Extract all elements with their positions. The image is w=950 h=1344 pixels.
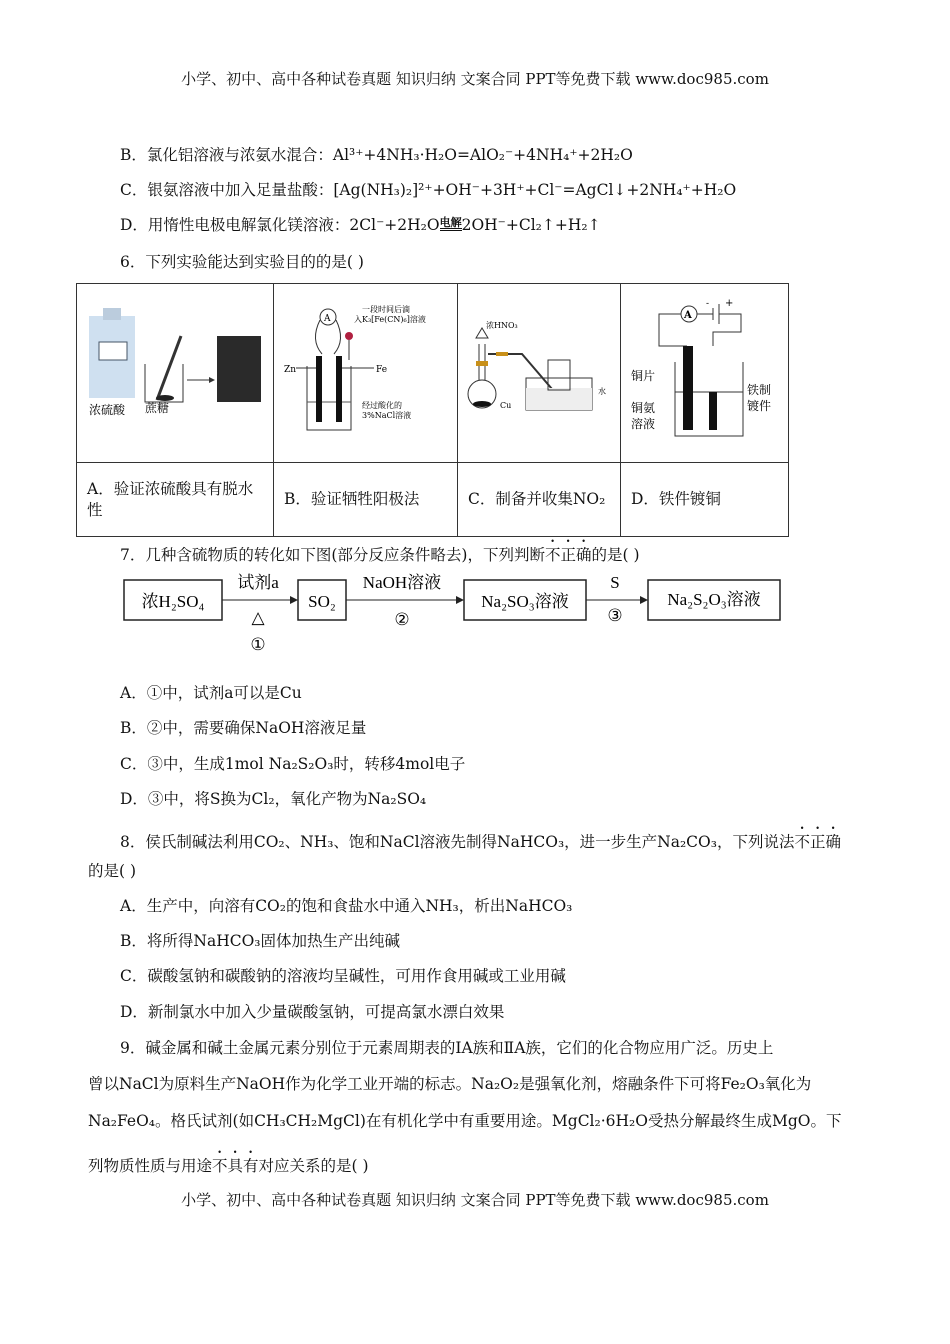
nacl-label2: 3%NaCl溶液 <box>362 411 412 420</box>
plus-label: + <box>725 298 734 309</box>
q8-option-b: B．将所得NaHCO₃固体加热生产出纯碱 <box>120 932 400 950</box>
q7-option-c: C．③中，生成1mol Na₂S₂O₃时，转移4mol电子 <box>120 755 466 773</box>
zn-label: Zn <box>284 365 297 375</box>
q8-option-c: C．碳酸氢钠和碳酸钠的溶液均呈碱性，可用作食用碱或工业用碱 <box>120 967 566 985</box>
q7-stem-text: 7．几种含硫物质的转化如下图(部分反应条件略去)，下列判断 <box>120 546 545 564</box>
arrow-2-reagent: NaOH溶液 <box>362 573 442 592</box>
exp-a-image <box>77 284 274 463</box>
exp-c-caption: C．制备并收集NO₂ <box>458 463 621 537</box>
q9-stem-end: 对应关系的是( ) <box>258 1157 369 1175</box>
copper-plating-diagram <box>621 284 788 458</box>
exp-a-caption: A．验证浓硫酸具有脱水性 <box>77 463 274 537</box>
arrow-1-number: ① <box>250 635 266 654</box>
q5-option-c: C．银氨溶液中加入足量盐酸：[Ag(NH₃)₂]²⁺+OH⁻+3H⁺+Cl⁻=AgCl↓+2NH₄⁺+H₂O <box>120 181 737 199</box>
q7-option-d: D．③中，将S换为Cl₂，氧化产物为Na₂SO₄ <box>120 790 427 808</box>
cu-ammonia-label2: 溶液 <box>631 417 656 431</box>
ammeter-label: A <box>324 314 331 324</box>
nacl-label1: 经过酸化的 <box>362 401 402 410</box>
flow-arrow-1 <box>222 573 298 654</box>
page-header: 小学、初中、高中各种试卷真题 知识归纳 文案合同 PPT等免费下载 www.doc985.com <box>181 70 769 88</box>
arrow-2-number: ② <box>394 610 410 629</box>
flow-box-2-label: SO₂ <box>308 592 336 611</box>
q7-stem <box>120 537 640 565</box>
arrow-1-reagent: 试剂a <box>237 573 279 592</box>
exp-d-image <box>621 284 789 463</box>
label-conc-sulfuric: 浓硫酸 <box>89 403 126 417</box>
sugar-dehydration-diagram <box>77 284 273 458</box>
no2-preparation-diagram <box>458 284 620 458</box>
exp-d-caption: D．铁件镀铜 <box>621 463 789 537</box>
q9-line1: 9．碱金属和碱土金属元素分别位于元素周期表的ⅠA族和ⅡA族，它们的化合物应用广泛。历史上 <box>120 1039 774 1057</box>
q5-option-d <box>120 215 601 235</box>
water-label: 水 <box>598 387 606 396</box>
cu-label: Cu <box>500 401 512 410</box>
q5-d-right: 2OH⁻+Cl₂↑+H₂↑ <box>461 216 601 234</box>
minus-label: - <box>706 299 710 309</box>
exp-b-image <box>274 284 458 463</box>
sacrificial-anode-diagram <box>274 284 457 458</box>
q6-experiment-table <box>76 283 789 537</box>
q8-option-d: D．新制氯水中加入少量碳酸氢钠，可提高氯水漂白效果 <box>120 1003 505 1021</box>
flow-box-3-label: Na₂SO₃溶液 <box>481 592 569 611</box>
q9-line2: 曾以NaCl为原料生产NaOH作为化学工业开端的标志。Na₂O₂是强氧化剂，熔融条件下可将Fe₂O₃氧化为 <box>88 1075 812 1093</box>
sulfur-conversion-flowchart <box>120 568 790 658</box>
flow-arrow-2 <box>346 573 464 629</box>
exp-b-caption: B．验证牺牲阳极法 <box>274 463 458 537</box>
q8-emphasis: 不正确 <box>794 833 841 851</box>
copper-sheet-label: 铜片 <box>631 369 656 383</box>
q8-stem-line2: 的是( ) <box>88 862 137 880</box>
q9-stem-text: 列物质性质与用途 <box>88 1157 213 1175</box>
exp-c-image <box>458 284 621 463</box>
q7-option-b: B．②中，需要确保NaOH溶液足量 <box>120 719 367 737</box>
q8-stem-line1 <box>120 824 841 852</box>
q9-line3: Na₂FeO₄。格氏试剂(如CH₃CH₂MgCl)在有机化学中有重要用途。MgCl₂·6H₂O受热分解最终生成MgO。下 <box>88 1112 842 1130</box>
hno3-label: 浓HNO₃ <box>486 321 518 330</box>
q7-emphasis: 不正确 <box>544 546 592 564</box>
flow-box-1-label: 浓H₂SO₄ <box>141 592 205 611</box>
iron-part-label2: 镀件 <box>747 399 772 413</box>
page-footer: 小学、初中、高中各种试卷真题 知识归纳 文案合同 PPT等免费下载 www.doc985.com <box>181 1191 769 1209</box>
arrow-3-reagent: S <box>610 573 620 592</box>
note-line1: 一段时间后滴 <box>362 305 410 314</box>
flow-arrow-3 <box>586 573 648 625</box>
q5-d-left: D．用惰性电极电解氯化镁溶液：2Cl⁻+2H₂O <box>120 216 440 234</box>
iron-part-label1: 铁制 <box>747 383 772 397</box>
electrolysis-condition: 电解 <box>439 216 462 229</box>
flow-box-4-label: Na₂S₂O₃溶液 <box>667 590 761 609</box>
fe-label: Fe <box>376 365 388 375</box>
cu-ammonia-label1: 铜氨 <box>631 401 656 415</box>
note-line2: 入K₃[Fe(CN)₆]溶液 <box>354 315 426 324</box>
q8-stem-text: 8．侯氏制碱法利用CO₂、NH₃、饱和NaCl溶液先制得NaHCO₃，进一步生产Na₂CO₃，下列说法 <box>120 833 795 851</box>
ammeter-a-label: A <box>684 310 692 321</box>
q6-stem: 6．下列实验能达到实验目的的是( ) <box>120 253 364 271</box>
q5-option-b: B．氯化铝溶液与浓氨水混合：Al³⁺+4NH₃·H₂O=AlO₂⁻+4NH₄⁺+2H₂O <box>120 146 633 164</box>
q7-option-a: A．①中，试剂a可以是Cu <box>120 684 302 702</box>
q9-emphasis: 不具有 <box>212 1157 259 1175</box>
arrow-3-number: ③ <box>607 606 623 625</box>
q9-line4 <box>88 1148 369 1176</box>
q7-stem-end: 的是( ) <box>591 546 640 564</box>
label-sucrose: 蔗糖 <box>145 401 170 415</box>
arrow-1-condition: △ <box>251 608 265 627</box>
q8-option-a: A．生产中，向溶有CO₂的饱和食盐水中通入NH₃，析出NaHCO₃ <box>120 897 573 915</box>
